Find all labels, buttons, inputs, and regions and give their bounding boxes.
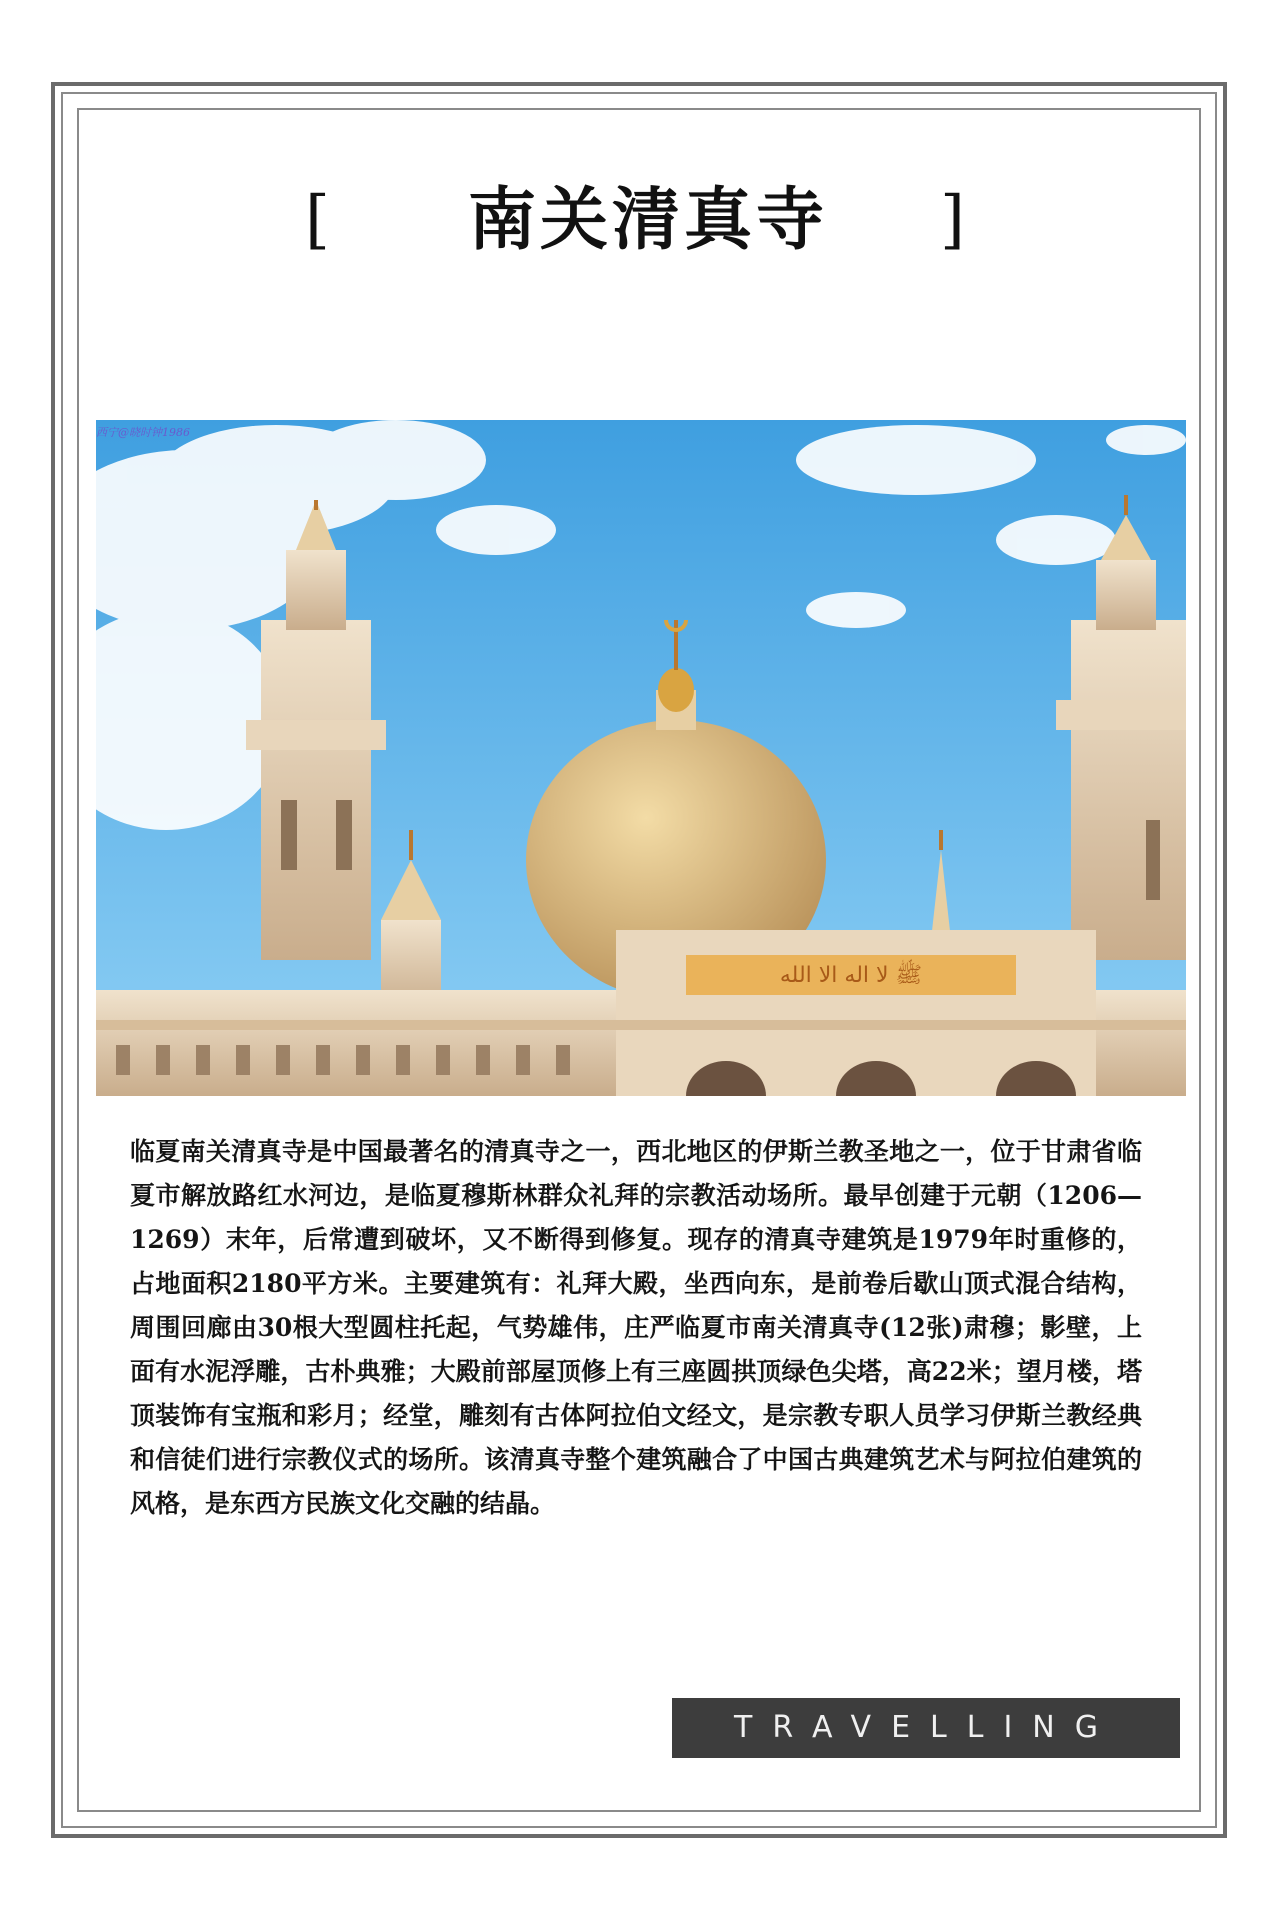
- mosque-illustration: [96, 420, 1186, 1096]
- title-row: [0, 170, 1280, 270]
- title-bracket-left: [: [305, 183, 330, 257]
- arabic-banner: ﷺ ﻻ ﺍﻟﻪ ﺍﻻ ﺍﻟﻠﻪ: [779, 963, 923, 988]
- travelling-tag: TRAVELLING: [672, 1698, 1180, 1758]
- title-bracket-right: ]: [940, 183, 965, 257]
- page-title: 南关清真寺: [468, 180, 829, 260]
- mosque-photo: [96, 420, 1186, 1096]
- photo-watermark: 西宁@晓时钟1986: [96, 426, 190, 439]
- description-paragraph: 临夏南关清真寺是中国最著名的清真寺之一，西北地区的伊斯兰教圣地之一，位于甘肃省临夏市解放路红水河边，是临夏穆斯林群众礼拜的宗教活动场所。最早创建于元朝（1206—1269）末年，后常遭到破坏，又不断得到修复。现存的清真寺建筑是1979年时重修的，占地面积2180平方米。主要建筑有：礼拜大殿，坐西向东，是前卷后歇山顶式混合结构，周围回廊由30根大型圆柱托起，气势雄伟，庄严临夏市南关清真寺(12张)肃穆；影壁，上面有水泥浮雕，古朴典雅；大殿前部屋顶修上有三座圆拱顶绿色尖塔，高22米；望月楼，塔顶装饰有宝瓶和彩月；经堂，雕刻有古体阿拉伯文经文，是宗教专职人员学习伊斯兰教经典和信徒们进行宗教仪式的场所。该清真寺整个建筑融合了中国古典建筑艺术与阿拉伯建筑的风格，是东西方民族文化交融的结晶。: [130, 1137, 1142, 1518]
